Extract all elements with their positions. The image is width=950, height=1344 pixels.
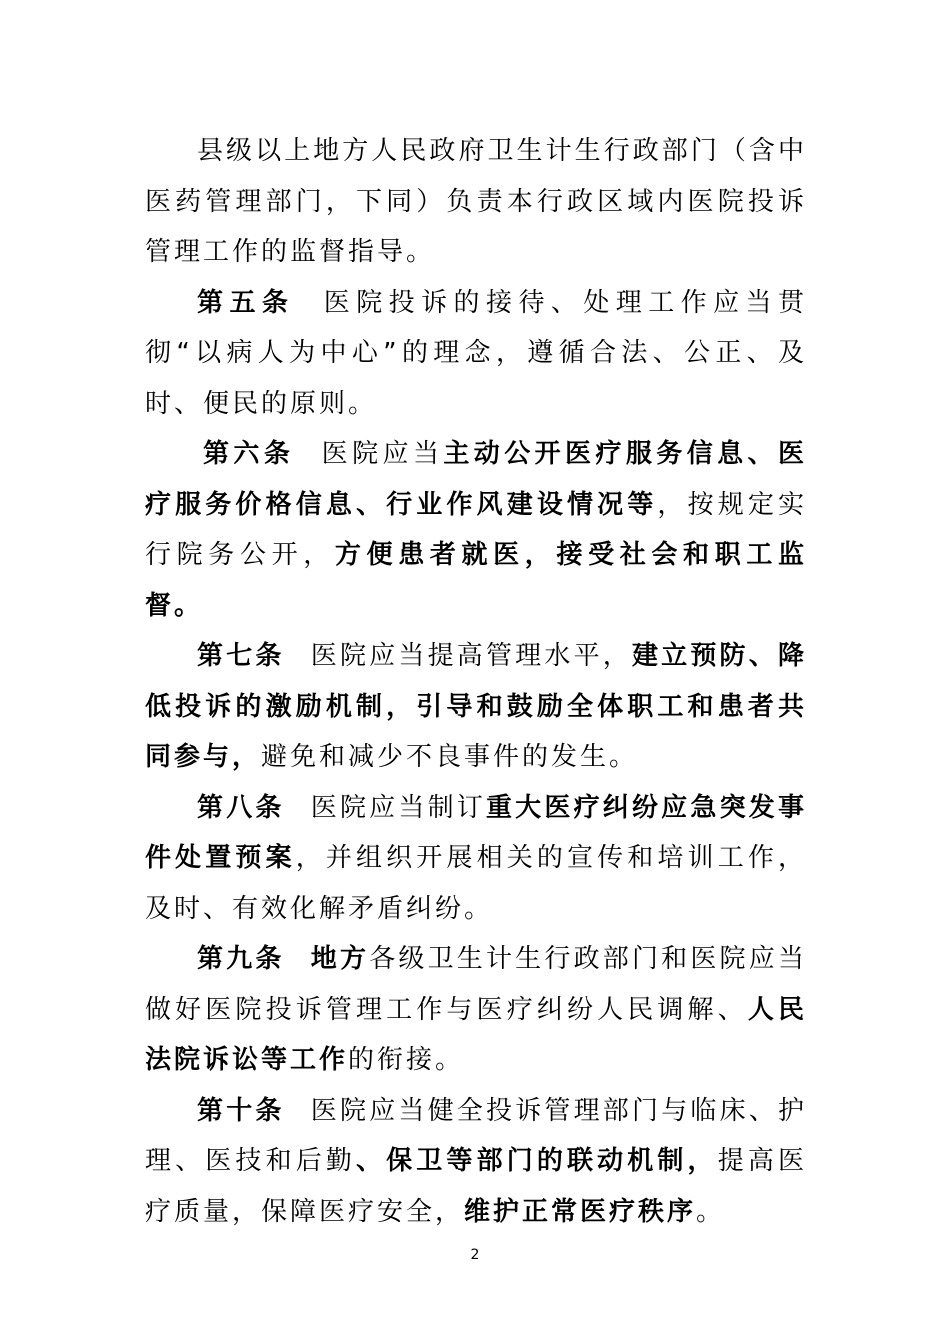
paragraph-text: 医院应当制订 xyxy=(310,792,486,823)
paragraph-text: ，按规定实行院务公开， xyxy=(145,489,807,570)
paragraph-article-5 xyxy=(145,278,807,430)
paragraph-county-supervision xyxy=(145,126,807,278)
paragraph-text: 医院应当健全投诉管理部门与临床、护理、医技和后勤 xyxy=(145,1095,807,1176)
paragraph-text: 的衔接。 xyxy=(348,1045,465,1075)
paragraph-article-9 xyxy=(145,934,807,1086)
paragraph-text: 。 xyxy=(696,1196,726,1227)
paragraph-bold-text: 建立预防、降低投诉的激励机制，引导和鼓励全体职工和患者共同参与， xyxy=(145,641,807,772)
paragraph-text: 医院投诉的接待、处理工作应当贯彻“以病人为中心”的理念，遵循合法、公正、及时、便民的原则。 xyxy=(145,287,807,419)
paragraph-bold-text: 、保卫等部门的联动机制， xyxy=(356,1146,718,1176)
paragraph-article-10 xyxy=(145,1086,807,1238)
paragraph-article-6 xyxy=(145,429,807,631)
paragraph-text: ，并组织开展相关的宣传和培训工作，及时、有效化解矛盾纠纷。 xyxy=(145,843,807,924)
article-heading: 第六条 xyxy=(203,439,295,469)
article-heading: 第十条 xyxy=(197,1095,285,1126)
document-body xyxy=(145,126,807,1237)
paragraph-text: 避免和减少不良事件的发生。 xyxy=(261,742,639,772)
paragraph-article-7 xyxy=(145,631,807,783)
article-heading: 第五条 xyxy=(197,287,295,318)
article-heading: 第九条 xyxy=(197,944,285,974)
paragraph-bold-text: 主动公开医疗服务信息、医疗服务价格信息、行业作风建设情况等 xyxy=(145,439,807,520)
paragraph-text: 医院应当 xyxy=(320,439,444,469)
paragraph-bold-text: 维护正常医疗秩序 xyxy=(464,1196,697,1227)
paragraph-bold-text: 方便患者就医，接受社会和职工监督。 xyxy=(145,540,807,621)
paragraph-bold-text: 地方 xyxy=(310,944,370,974)
article-heading: 第八条 xyxy=(197,792,285,823)
paragraph-bold-text: 重大医疗纠纷应急突发事件处置预案 xyxy=(145,792,807,873)
paragraph-text: 县级以上地方人民政府卫生计生行政部门（含中医药管理部门，下同）负责本行政区域内医院投诉管理工作的监督指导。 xyxy=(145,136,807,267)
article-heading: 第七条 xyxy=(197,641,285,671)
paragraph-text: 提高医疗质量，保障医疗安全， xyxy=(145,1146,807,1227)
paragraph-text: 医院应当提高管理水平， xyxy=(310,641,632,671)
paragraph-bold-text: 人民法院诉讼等工作 xyxy=(145,994,807,1075)
page-number: 2 xyxy=(470,1247,480,1263)
paragraph-text: 各级卫生计生行政部门和医院应当做好医院投诉管理工作与医疗纠纷人民调解、 xyxy=(145,944,807,1025)
paragraph-article-8 xyxy=(145,783,807,935)
